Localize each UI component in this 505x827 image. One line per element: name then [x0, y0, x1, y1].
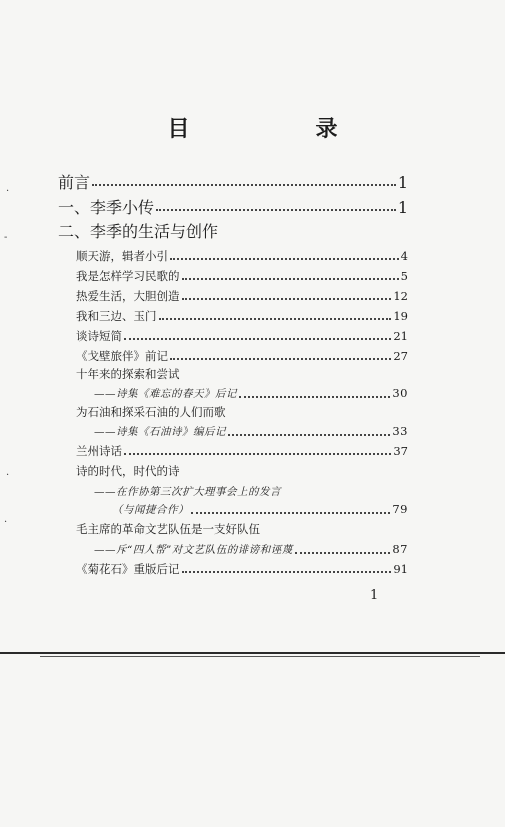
bottom-rule-thin [40, 656, 480, 657]
dot-leader [170, 258, 399, 260]
dot-leader [124, 338, 391, 340]
dot-leader [156, 209, 396, 211]
dot-leader [239, 396, 390, 398]
toc-entry-title: ——诗集《石油诗》编后记 [94, 426, 226, 438]
toc-entry-title: 兰州诗话 [76, 444, 122, 458]
scan-speck: - [4, 232, 8, 243]
toc-entry-title: 前言 [58, 173, 91, 192]
toc-entry-title: 我是怎样学习民歌的 [76, 269, 180, 283]
toc-entry-title: ——斥“四人帮”对文艺队伍的诽谤和诬蔑 [94, 544, 293, 556]
toc-entry-title: 顺天游，辑者小引 [76, 249, 168, 263]
toc-entry-subtitle [94, 424, 408, 439]
toc-entry-title: 十年来的探索和尝试 [76, 367, 180, 381]
toc-entry-title: 《菊花石》重版后记 [76, 562, 180, 576]
scan-speck: · [4, 517, 8, 528]
toc-entry [76, 328, 408, 344]
toc-entry-page: 91 [393, 562, 408, 576]
toc-entry-subtitle [94, 542, 408, 557]
dot-leader [182, 278, 399, 280]
toc-entry [76, 268, 408, 284]
toc-entry [76, 308, 408, 324]
scan-speck: · [6, 186, 10, 197]
toc-entry-page: 30 [392, 386, 408, 400]
toc-entry-title: 谈诗短简 [76, 329, 122, 343]
toc-entry [76, 404, 226, 420]
toc-entry-page: 79 [392, 502, 408, 516]
page-title: 目 录 [167, 116, 390, 142]
dot-leader [182, 298, 392, 300]
toc-entry [76, 463, 180, 479]
toc-entry-title: 一、李季小传 [58, 198, 155, 217]
dot-leader [159, 318, 392, 320]
dot-leader [92, 184, 396, 186]
toc-entry [58, 170, 408, 193]
toc-entry [76, 366, 180, 382]
dot-leader [228, 434, 390, 436]
toc-entry [76, 348, 408, 364]
toc-entry-title: ——在作协第三次扩大理事会上的发言 [94, 486, 281, 498]
toc-entry [76, 561, 408, 577]
bottom-rule [0, 652, 505, 654]
toc-entry-page: 5 [400, 269, 408, 283]
toc-entry-title: 热爱生活，大胆创造 [76, 289, 180, 303]
toc-entry-page: 21 [393, 329, 408, 343]
toc-entry-page: 27 [393, 349, 408, 363]
toc-entry-page: 4 [400, 249, 408, 263]
toc-entry-title: 诗的时代，时代的诗 [76, 464, 180, 478]
toc-entry-subtitle [112, 502, 408, 517]
toc-entry [76, 248, 408, 264]
toc-entry-page: 1 [397, 198, 408, 217]
toc-entry-page: 33 [392, 424, 408, 438]
dot-leader [191, 512, 390, 514]
toc-entry-page: 12 [393, 289, 408, 303]
toc-entry-subtitle [94, 484, 281, 499]
toc-entry [76, 288, 408, 304]
toc-entry-title: 为石油和探采石油的人们而歌 [76, 405, 226, 419]
toc-entry-page: 19 [393, 309, 408, 323]
scan-speck: · [6, 470, 10, 481]
toc-entry-subtitle [94, 386, 408, 401]
dot-leader [124, 453, 391, 455]
toc-entry-page: 37 [393, 444, 408, 458]
toc-entry [58, 195, 408, 218]
toc-entry-title: 《戈壁旅伴》前记 [76, 349, 168, 363]
dot-leader [170, 358, 391, 360]
toc-entry [76, 521, 260, 537]
toc-entry-title: （与闻捷合作） [112, 504, 189, 516]
toc-entry-title: 毛主席的革命文艺队伍是一支好队伍 [76, 522, 260, 536]
toc-entry-title: ——诗集《难忘的春天》后记 [94, 388, 237, 400]
toc-entry-title: 二、李季的生活与创作 [58, 222, 219, 241]
page-number: 1 [370, 588, 379, 603]
toc-entry-title: 我和三边、玉门 [76, 309, 157, 323]
dot-leader [182, 571, 392, 573]
toc-entry-page: 1 [397, 173, 408, 192]
dot-leader [295, 552, 391, 554]
toc-entry [76, 443, 408, 459]
toc-entry-page: 87 [392, 542, 408, 556]
toc-entry [58, 219, 218, 242]
